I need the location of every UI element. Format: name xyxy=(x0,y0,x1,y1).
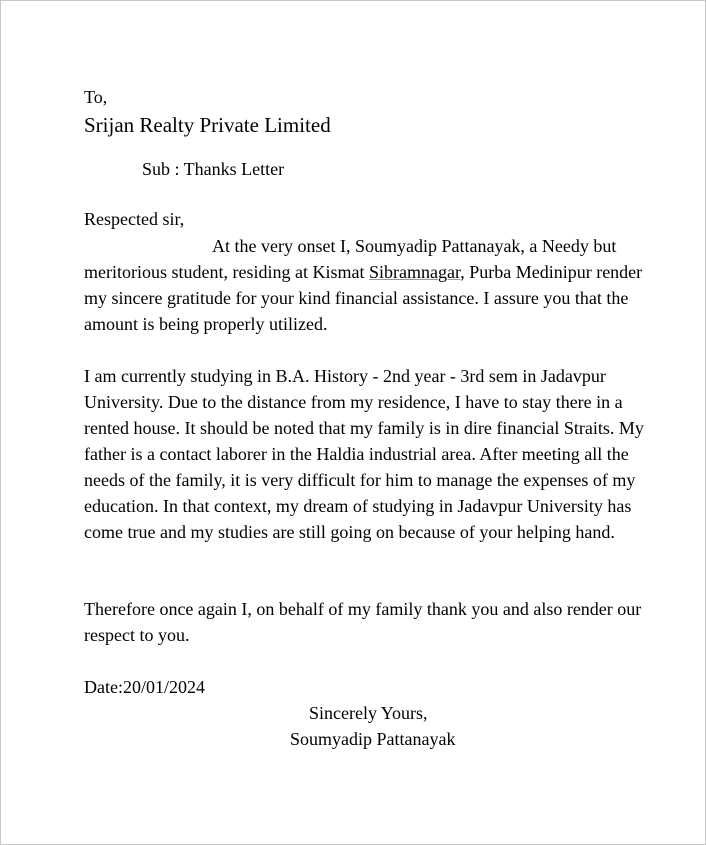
paragraph-gratitude-text-2: , Purba Medinipur render my sincere gratitude for your kind financial assistance. I assure you that the amount is being properly utilized. xyxy=(84,262,643,334)
closing-phrase: Sincerely Yours, xyxy=(309,703,428,723)
paragraph-gratitude xyxy=(84,233,644,337)
subject-line: Sub : Thanks Letter xyxy=(142,159,285,179)
letter-date: Date:20/01/2024 xyxy=(84,677,205,697)
salutation: Respected sir, xyxy=(84,209,185,229)
paragraph-gratitude-text-1: At the very onset I, Soumyadip Pattanayak, a Needy but meritorious student, residing at Kismat xyxy=(84,236,617,282)
signature-name: Soumyadip Pattanayak xyxy=(290,729,456,749)
spellcheck-underlined-word: Sibramnagar xyxy=(368,262,461,282)
to-label: To, xyxy=(84,87,108,107)
paragraph-studies: I am currently studying in B.A. History - 2nd year - 3rd sem in Jadavpur University. Due to the distance from my residence, I have to stay there in a rented house. It should be noted that my family is in dire financial Straits. My father is a contact laborer in the Haldia industrial area. After meeting all the needs of the family, it is very difficult for him to manage the expenses of my education. In that context, my dream of studying in Jadavpur University has come true and my studies are still going on because of your helping hand. xyxy=(84,366,644,542)
paragraph-thanks: Therefore once again I, on behalf of my family thank you and also render our respect to you. xyxy=(84,599,642,645)
recipient-name: Srijan Realty Private Limited xyxy=(84,113,331,137)
